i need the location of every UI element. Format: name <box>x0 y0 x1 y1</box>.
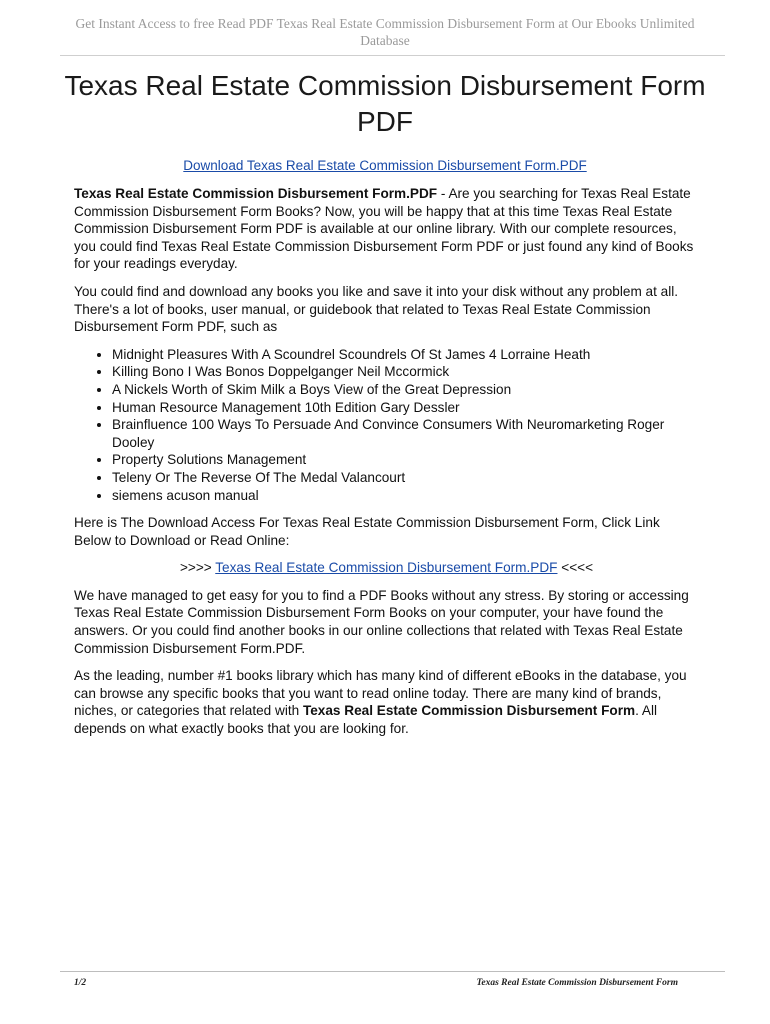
paragraph-4: We have managed to get easy for you to find a PDF Books without any stress. By storing or accessing Texas Real Estate Commission Disbursement Form Books on your computer, your have found the answers. Or you could find another books in our online collections that related with Texas Real Estate Commission Disbursement Form.PDF. <box>74 587 689 656</box>
download-suffix: <<<< <box>557 560 594 576</box>
list-item: • siemens acuson manual <box>112 487 699 505</box>
paragraph-3: Here is The Download Access For Texas Real Estate Commission Disbursement Form, Click Link Below to Download or Read Online: <box>74 515 660 548</box>
list-item: • Human Resource Management 10th Edition Gary Dessler <box>112 399 699 417</box>
paragraph-5 <box>74 667 699 737</box>
list-item: • Brainfluence 100 Ways To Persuade And Convince Consumers With Neuromarketing Roger Dooley <box>112 416 699 451</box>
list-item: • Property Solutions Management <box>112 451 699 469</box>
paragraph-2: You could find and download any books you like and save it into your disk without any problem at all. There's a lot of books, user manual, or guidebook that related to Texas Real Estate Commission Disbursement Form PDF, such as <box>74 283 679 335</box>
download-link-top[interactable]: Download Texas Real Estate Commission Disbursement Form.PDF <box>183 158 587 173</box>
footer-divider <box>60 971 725 972</box>
download-link-bottom[interactable]: Texas Real Estate Commission Disbursement Form.PDF <box>215 560 558 576</box>
download-link-container <box>74 157 696 174</box>
download-prefix: >>>> <box>179 560 216 576</box>
book-list <box>74 346 699 504</box>
paragraph-5-text-before: As the leading, number #1 books library which has many kind of different eBooks in the database, you can browse any specific books that you want to read online today. There are many kind of brands, niches, or categories that related with <box>74 668 687 719</box>
list-item: • A Nickels Worth of Skim Milk a Boys View of the Great Depression <box>112 381 699 399</box>
list-item: • Midnight Pleasures With A Scoundrel Scoundrels Of St James 4 Lorraine Heath <box>112 346 699 364</box>
page-title: Texas Real Estate Commission Disbursement Form PDF <box>64 70 706 137</box>
top-banner: Get Instant Access to free Read PDF Texas Real Estate Commission Disbursement Form at Our Ebooks Unlimited Database <box>75 16 695 48</box>
list-item: • Killing Bono I Was Bonos Doppelganger Neil Mccormick <box>112 363 699 381</box>
main-content <box>74 185 699 748</box>
header-divider <box>60 55 725 56</box>
footer-title: Texas Real Estate Commission Disbursement Form <box>476 978 678 988</box>
paragraph-5-bold: Texas Real Estate Commission Disbursement Form <box>302 703 636 719</box>
paragraph-5-text-after: . All depends on what exactly books that you are looking for. <box>74 703 658 737</box>
page-number: 1/2 <box>74 978 87 988</box>
intro-text: - Are you searching for Texas Real Estate Commission Disbursement Form Books? Now, you will be happy that at this time Texas Real Estate Commission Disbursement Form PDF is available at our online library. With our complete resources, you could find Texas Real Estate Commission Disbursement Form PDF or just found any kind of Books for your readings everyday. <box>74 186 694 272</box>
download-line <box>74 559 699 577</box>
intro-bold-lead: Texas Real Estate Commission Disbursement Form.PDF <box>74 186 438 201</box>
intro-paragraph <box>74 185 699 273</box>
list-item: • Teleny Or The Reverse Of The Medal Valancourt <box>112 469 699 487</box>
